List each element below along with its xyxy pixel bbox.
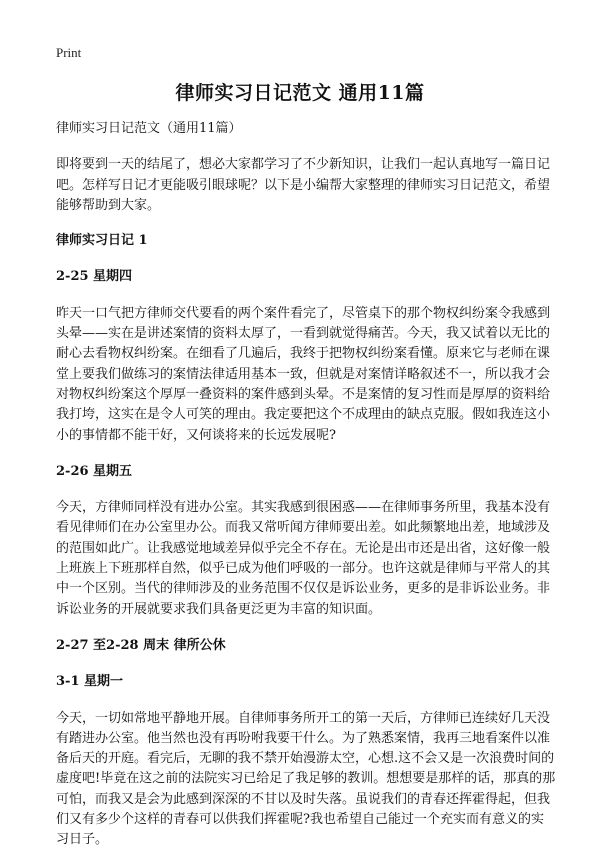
entry-date-0301: 3-1 星期一 <box>56 674 124 690</box>
page-title: 律师实习日记范文 通用11篇 <box>175 82 425 104</box>
document-body <box>56 119 556 867</box>
intro-paragraph: 即将要到一天的结尾了，想必大家都学习了不少新知识，让我们一起认真地写一篇日记吧。怎样写日记才更能吸引眼球呢？以下是小编帮大家整理的律师实习日记范文，希望能够帮助到大家。 <box>56 157 551 213</box>
entry-date-0226: 2-26 星期五 <box>56 463 133 479</box>
document-subtitle: 律师实习日记范文（通用11篇） <box>56 121 242 136</box>
entry-date-0225: 2-25 星期四 <box>56 269 133 285</box>
entry-text-0226: 今天，方律师同样没有进办公室。其实我感到很困惑——在律师事务所里，我基本没有看见律师们在办公室里办公。而我又常听闻方律师要出差。如此频繁地出差，地域涉及的范围如此广。让我感觉地域差异似乎完全不存在。无论是出市还是出省，这好像一般上班族上下班那样自然，似乎已成为他们呼吸的一部分。也许这就是律师与平常人的其中一个区别。当代的律师涉及的业务范围不仅仅是诉讼业务，更多的是非诉讼业务。非诉讼业务的开展就要求我们具备更泛更为丰富的知识面。 <box>56 500 551 617</box>
entry-text-0301: 今天，一切如常地平静地开展。自律师事务所开工的第一天后，方律师已连续好几天没有踏进办公室。他当然也没有再吩咐我要干什么。为了熟悉案情，我再三地看案件以准备后天的开庭。看完后，无聊的我不禁开始漫游太空，心想.这不会又是一次浪费时间的虚度吧!毕竟在这之前的法院实习已给足了我足够的教训。想想要是那样的话，那真的那可怕，而我又是会为此感到深深的不甘以及时失落。虽说我们的青春还挥霍得起，但我们又有多少个这样的青春可以供我们挥霍呢?我也希望自己能过一个充实而有意义的实习日子。 <box>56 710 556 848</box>
entry-date-weekend: 2-27 至2-28 周末 律所公休 <box>56 637 226 653</box>
entry-text-0225: 昨天一口气把方律师交代要看的两个案件看完了，尽管桌下的那个物权纠纷案令我感到头晕——实在是讲述案情的资料太厚了，一看到就觉得痛苦。今天，我又试着以无比的耐心去看物权纠纷案。在细看了几遍后，我终于把物权纠纷案看懂。原来它与老师在课堂上要我们做练习的案情法律适用基本一致，但就是对案情详略叙述不一，所以我才会对物权纠纷案这个厚厚一叠资料的案件感到头晕。不是案情的复习性而是厚厚的资料给我打垮，这实在是令人可笑的理由。我定要把这个不成理由的缺点克服。假如我连这小小的事情都不能干好，又何谈将来的长远发展呢? <box>56 305 551 443</box>
section-heading: 律师实习日记 1 <box>56 233 148 249</box>
print-link[interactable]: Print <box>56 45 82 60</box>
